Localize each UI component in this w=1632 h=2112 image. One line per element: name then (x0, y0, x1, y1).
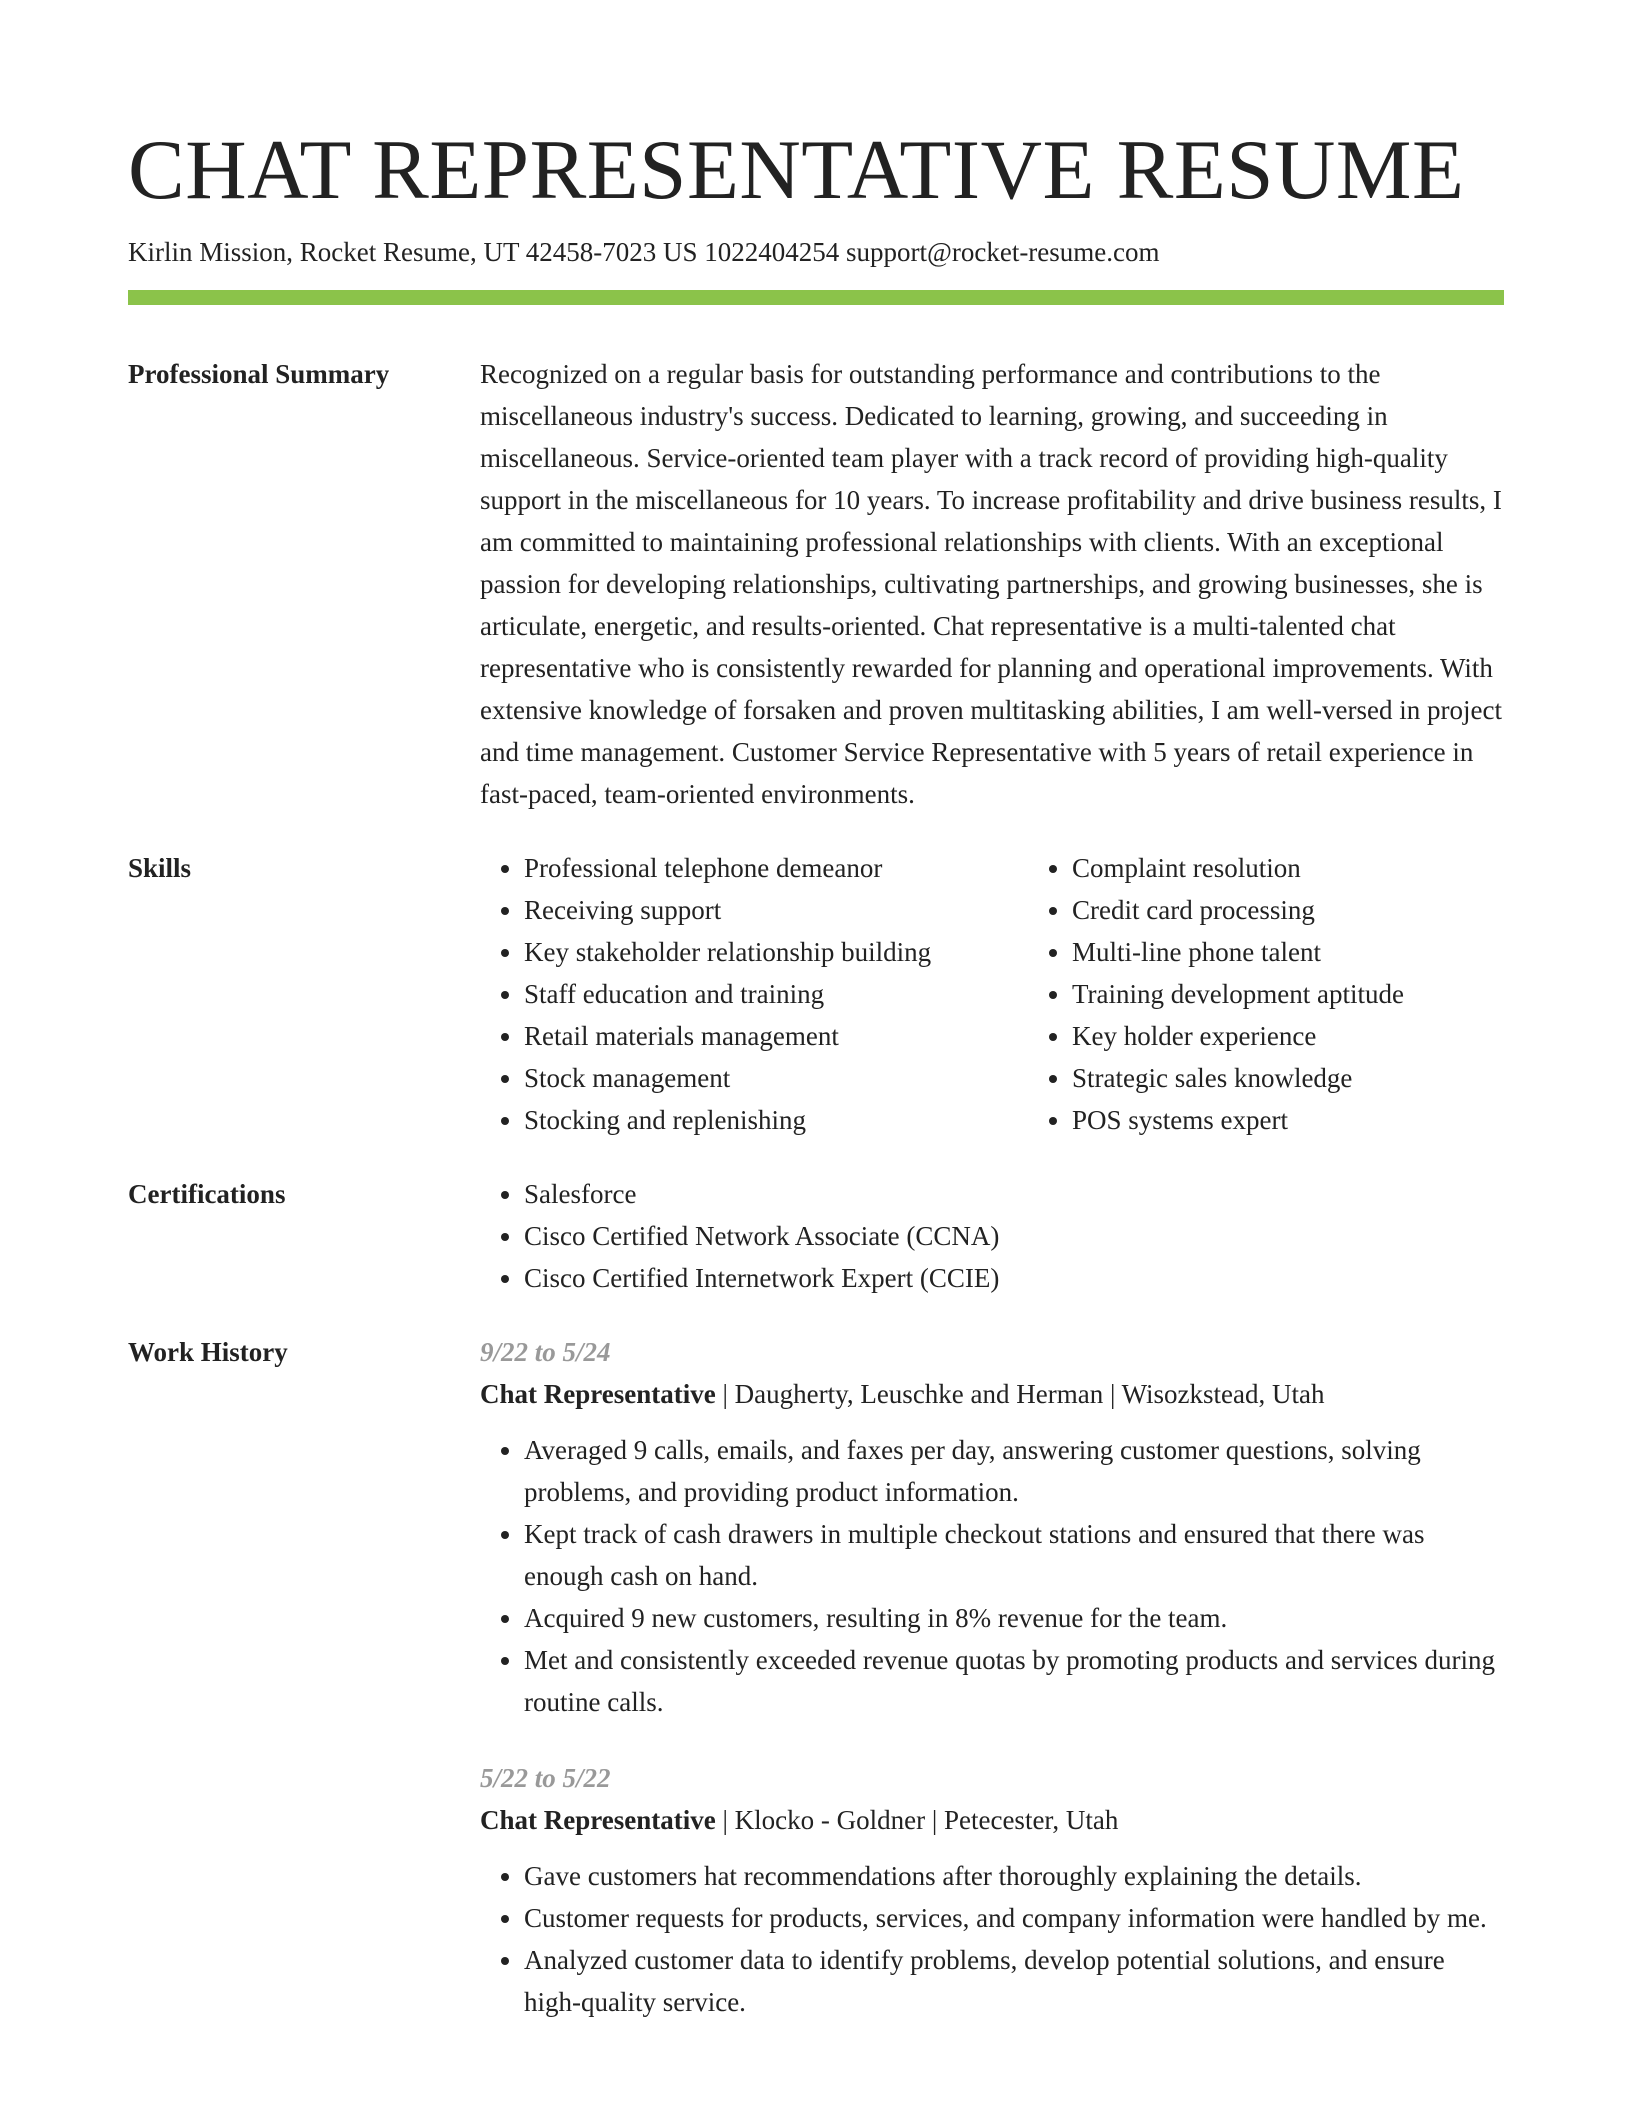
skill-item: • POS systems expert (1072, 1099, 1592, 1141)
contact-line: Kirlin Mission, Rocket Resume, UT 42458-7023 US 1022404254 support@rocket-resume.com (128, 237, 1160, 267)
job-bullet: • Kept track of cash drawers in multiple checkout stations and ensured that there was enough cash on hand. (524, 1513, 1504, 1597)
job-entry (480, 1331, 1504, 1723)
job-details: | Klocko - Goldner | Petecester, Utah (715, 1805, 1119, 1835)
work-history-label: Work History (128, 1337, 288, 1367)
job-bullet: • Met and consistently exceeded revenue quotas by promoting products and services during routine calls. (524, 1639, 1504, 1723)
skill-item: • Stocking and replenishing (524, 1099, 1028, 1141)
skills-list-right (1028, 847, 1592, 1141)
skills-label: Skills (128, 853, 192, 883)
skills-list-left (480, 847, 1028, 1141)
certifications-body (480, 1173, 1504, 1299)
job-bullet: • Gave customers hat recommendations after thoroughly explaining the details. (524, 1855, 1504, 1897)
resume-page (128, 120, 1504, 2023)
summary-text: Recognized on a regular basis for outstanding performance and contributions to the miscellaneous industry's success. Dedicated to learning, growing, and succeeding in miscellaneous. Service-oriented team player with a track record of providing high-quality support in the miscellaneous for 10 years. To increase profitability and drive business results, I am committed to maintaining professional relationships with clients. With an exceptional passion for developing relationships, cultivating partnerships, and growing businesses, she is articulate, energetic, and results-oriented. Chat representative is a multi-talented chat representative who is consistently rewarded for planning and operational improvements. With extensive knowledge of forsaken and proven multitasking abilities, I am well-versed in project and time management. Customer Service Representative with 5 years of retail experience in fast-paced, team-oriented environments. (480, 359, 1502, 809)
header-divider (128, 290, 1504, 305)
skills-columns (480, 847, 1592, 1141)
skill-item: • Key holder experience (1072, 1015, 1592, 1057)
job-bullet: • Averaged 9 calls, emails, and faxes per day, answering customer questions, solving problems, and providing product information. (524, 1429, 1504, 1513)
work-history-section (128, 1331, 1504, 2023)
summary-label: Professional Summary (128, 359, 390, 389)
job-role: Chat Representative (480, 1379, 716, 1409)
skill-item: • Complaint resolution (1072, 847, 1592, 889)
job-bullets (480, 1855, 1504, 2023)
job-role: Chat Representative (480, 1805, 716, 1835)
skill-item: • Multi-line phone talent (1072, 931, 1592, 973)
job-entry (480, 1757, 1504, 2023)
summary-section (128, 353, 1504, 815)
certifications-list (480, 1173, 1504, 1299)
certifications-section (128, 1173, 1504, 1299)
job-bullets (480, 1429, 1504, 1723)
job-bullet: • Analyzed customer data to identify problems, develop potential solutions, and ensure high-quality service. (524, 1939, 1504, 2023)
skill-item: • Credit card processing (1072, 889, 1592, 931)
skill-item: • Stock management (524, 1057, 1028, 1099)
job-heading (480, 1373, 1504, 1415)
certification-item: • Salesforce (524, 1173, 1504, 1215)
work-history-body (480, 1331, 1504, 2023)
skill-item: • Staff education and training (524, 973, 1028, 1015)
skill-item: • Retail materials management (524, 1015, 1028, 1057)
skill-item: • Receiving support (524, 889, 1028, 931)
skill-item: • Key stakeholder relationship building (524, 931, 1028, 973)
skills-section (128, 847, 1504, 1141)
job-heading (480, 1799, 1504, 1841)
job-date: 5/22 to 5/22 (480, 1763, 611, 1793)
job-details: | Daugherty, Leuschke and Herman | Wisozkstead, Utah (715, 1379, 1325, 1409)
certification-item: • Cisco Certified Internetwork Expert (CCIE) (524, 1257, 1504, 1299)
skill-item: • Professional telephone demeanor (524, 847, 1028, 889)
job-bullet: • Customer requests for products, services, and company information were handled by me. (524, 1897, 1504, 1939)
skill-item: • Training development aptitude (1072, 973, 1592, 1015)
certifications-label: Certifications (128, 1179, 286, 1209)
certification-item: • Cisco Certified Network Associate (CCNA) (524, 1215, 1504, 1257)
skill-item: • Strategic sales knowledge (1072, 1057, 1592, 1099)
job-bullet: • Acquired 9 new customers, resulting in 8% revenue for the team. (524, 1597, 1504, 1639)
job-date: 9/22 to 5/24 (480, 1337, 611, 1367)
resume-title: CHAT REPRESENTATIVE RESUME (128, 123, 1465, 217)
